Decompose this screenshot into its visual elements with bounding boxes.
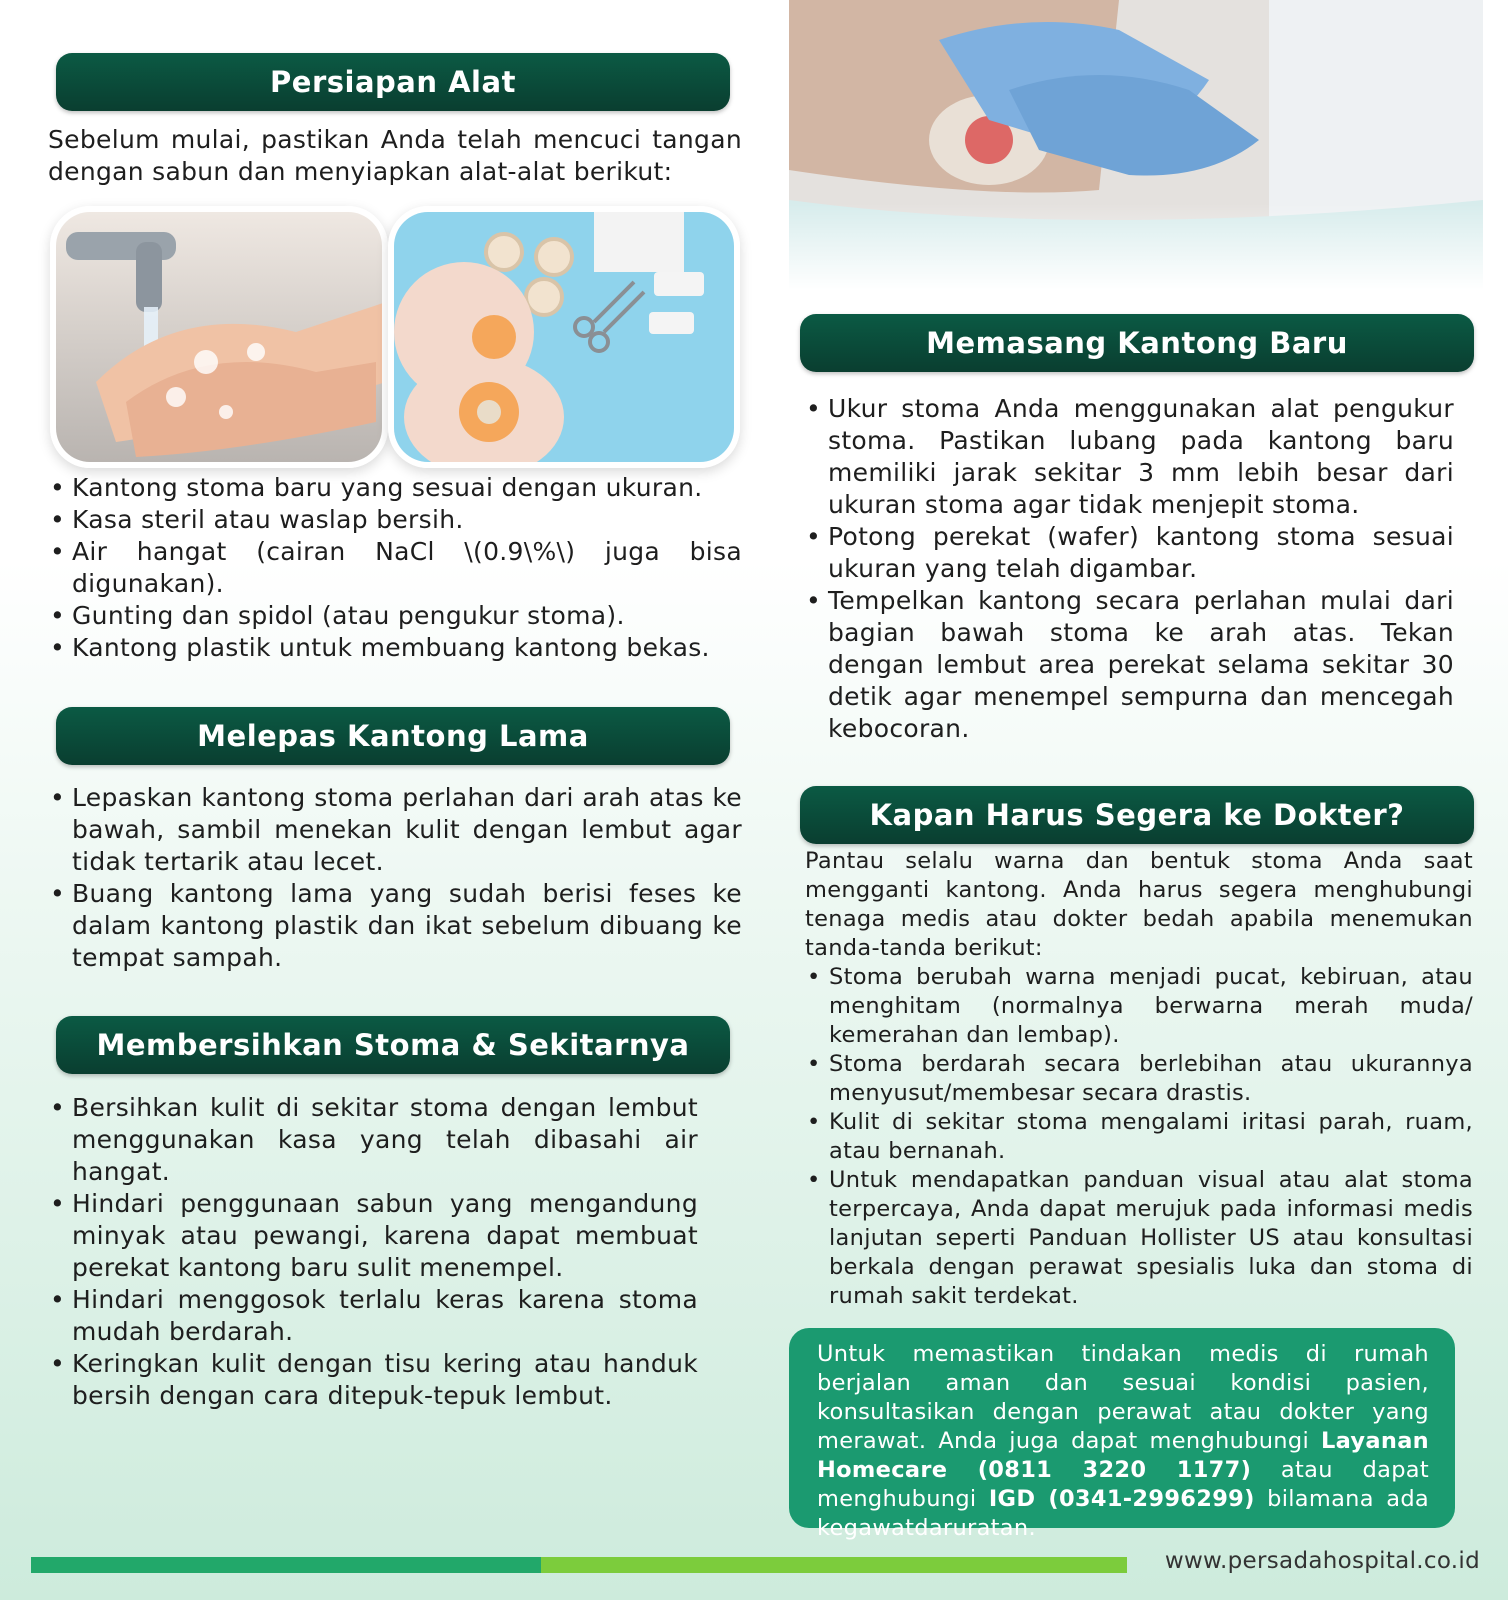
persiapan-intro: Sebelum mulai, pastikan Anda telah mencuci tangan dengan sabun dan menyiapkan alat-alat berikut: (48, 125, 742, 186)
footer-bar-lime (541, 1557, 1127, 1573)
list-item: • Kantong plastik untuk membuang kantong bekas. (48, 632, 742, 664)
hand-washing-photo (50, 206, 388, 468)
list-item: • Stoma berdarah secara berlebihan atau ukurannya menyusut/membesar secara drastis. (805, 1050, 1473, 1108)
section-title-membersihkan: Membersihkan Stoma & Sekitarnya (56, 1016, 730, 1074)
section-title-dokter: Kapan Harus Segera ke Dokter? (800, 786, 1474, 844)
list-item: • Buang kantong lama yang sudah berisi feses ke dalam kantong plastik dan ikat sebelum dibuang ke tempat sampah. (48, 878, 742, 974)
memasang-list (804, 393, 1454, 745)
dokter-list (805, 963, 1473, 1311)
igd-contact: IGD (0341-2996299) (988, 1486, 1255, 1512)
homecare-contact: Layanan Homecare (0811 3220 1177) (817, 1428, 1429, 1483)
list-item: • Kasa steril atau waslap bersih. (48, 504, 742, 536)
list-item: • Hindari penggunaan sabun yang mengandung minyak atau pewangi, karena dapat membuat perekat kantong baru sulit menempel. (48, 1188, 698, 1284)
list-item: • Bersihkan kulit di sekitar stoma dengan lembut menggunakan kasa yang telah dibasahi air hangat. (48, 1092, 698, 1188)
stoma-supplies-photo (388, 206, 740, 468)
melepas-list (48, 782, 742, 974)
list-item: • Kulit di sekitar stoma mengalami iritasi parah, ruam, atau bernanah. (805, 1108, 1473, 1166)
list-item: • Untuk mendapatkan panduan visual atau alat stoma terpercaya, Anda dapat merujuk pada informasi medis lanjutan seperti Panduan Hollister US atau konsultasi berkala dengan perawat spesialis luka dan stoma di rumah sakit terdekat. (805, 1166, 1473, 1311)
list-item: • Potong perekat (wafer) kantong stoma sesuai ukuran yang telah digambar. (804, 521, 1454, 585)
list-item: • Gunting dan spidol (atau pengukur stoma). (48, 600, 742, 632)
hand-washing-illustration (56, 212, 382, 462)
section-title-memasang: Memasang Kantong Baru (800, 314, 1474, 372)
stoma-supplies-illustration (394, 212, 734, 462)
website-url[interactable]: www.persadahospital.co.id (1164, 1548, 1480, 1574)
list-item: • Keringkan kulit dengan tisu kering atau handuk bersih dengan cara ditepuk-tepuk lembut. (48, 1348, 698, 1412)
section-title-persiapan: Persiapan Alat (56, 53, 730, 111)
dokter-intro: Pantau selalu warna dan bentuk stoma Anda saat mengganti kantong. Anda harus segera menghubungi tenaga medis atau dokter bedah apabila menemukan tanda-tanda berikut: (805, 848, 1473, 961)
membersihkan-list (48, 1092, 698, 1412)
list-item: • Kantong stoma baru yang sesuai dengan ukuran. (48, 472, 742, 504)
list-item: • Ukur stoma Anda menggunakan alat pengukur stoma. Pastikan lubang pada kantong baru memiliki jarak sekitar 3 mm lebih besar dari ukuran stoma agar tidak menjepit stoma. (804, 393, 1454, 521)
list-item: • Air hangat (cairan NaCl \(0.9\%\) juga bisa digunakan). (48, 536, 742, 600)
persiapan-list (48, 472, 742, 664)
footer-bar-green (31, 1557, 541, 1573)
gloved-hands-illustration (789, 0, 1483, 290)
callout-text: Untuk memastikan tindakan medis di rumah berjalan aman dan sesuai kondisi pasien, konsultasikan dengan perawat atau dokter yang merawat. Anda juga dapat menghubungi Layanan Homecare (0811 3220 1177) atau dapat menghubungi IGD (0341-2996299) bilamana ada kegawatdaruratan. (817, 1341, 1429, 1541)
section-title-melepas: Melepas Kantong Lama (56, 707, 730, 765)
list-item: • Tempelkan kantong secara perlahan mulai dari bagian bawah stoma ke arah atas. Tekan dengan lembut area perekat selama sekitar 30 detik agar menempel sempurna dan mencegah kebocoran. (804, 585, 1454, 745)
list-item: • Lepaskan kantong stoma perlahan dari arah atas ke bawah, sambil menekan kulit dengan lembut agar tidak tertarik atau lecet. (48, 782, 742, 878)
list-item: • Hindari menggosok terlalu keras karena stoma mudah berdarah. (48, 1284, 698, 1348)
contact-callout (789, 1328, 1455, 1541)
gloved-hands-photo (789, 0, 1483, 290)
list-item: • Stoma berubah warna menjadi pucat, kebiruan, atau menghitam (normalnya berwarna merah muda/ kemerahan dan lembap). (805, 963, 1473, 1050)
